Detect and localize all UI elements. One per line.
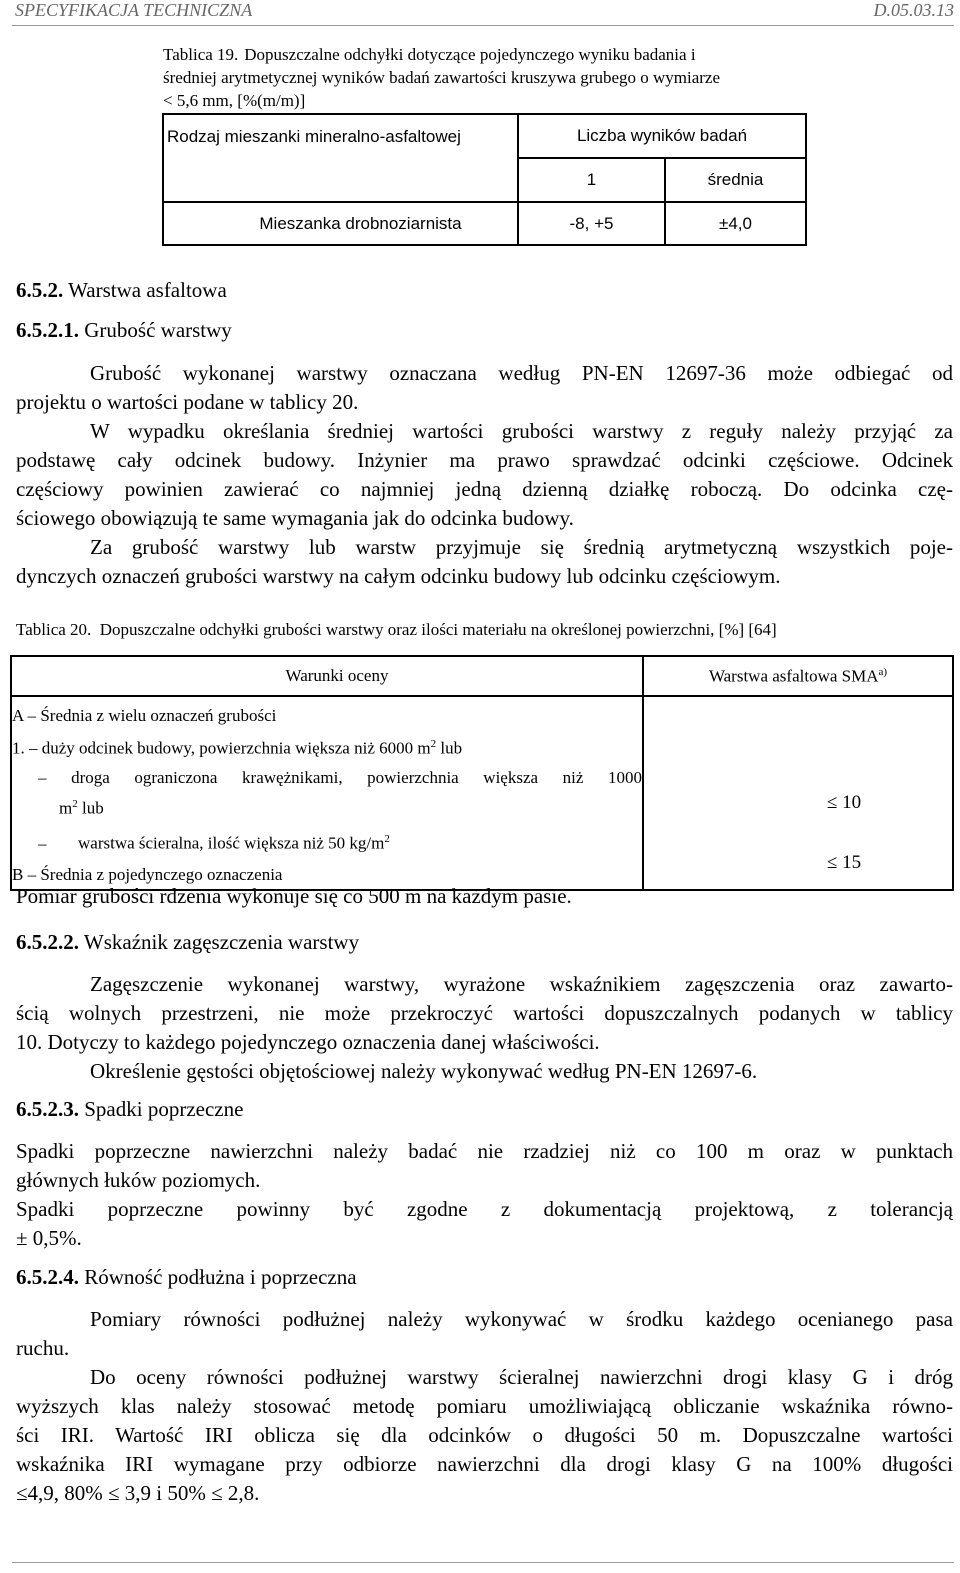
- text-line: dynczych oznaczeń grubości warstwy na całym odcinku budowy lub odcinku częściowym.: [16, 564, 781, 588]
- section-6-5-2-4-heading: [16, 1265, 357, 1290]
- section-number: 6.5.2.: [16, 278, 64, 302]
- text-line: Spadki poprzeczne nawierzchni należy badać nie rzadziej niż co 100 m oraz w punktach: [16, 1139, 953, 1163]
- text-line: ruchu.: [16, 1336, 70, 1360]
- section-number: 6.5.2.3.: [16, 1097, 79, 1121]
- table20-values-cell: [643, 696, 953, 890]
- value-b: ≤ 15: [827, 852, 862, 873]
- condition-a: A – Średnia z wielu oznaczeń grubości: [12, 706, 277, 725]
- section-title: Grubość warstwy: [84, 318, 232, 342]
- section-title: Warstwa asfaltowa: [68, 278, 227, 302]
- value-a: ≤ 10: [827, 792, 862, 813]
- table19-caption-line2: średniej arytmetycznej wyników badań zawartości kruszywa grubego o wymiarze: [163, 68, 721, 87]
- superscript: 2: [384, 833, 390, 846]
- table20: [10, 655, 954, 891]
- text-line: projektu o wartości podane w tablicy 20.: [16, 390, 359, 414]
- table20-header-conditions: Warunki oceny: [11, 656, 643, 696]
- section-title: Równość podłużna i poprzeczna: [84, 1265, 357, 1289]
- text-line: Do oceny równości podłużnej warstwy ścieralnej nawierzchni drogi klasy G i dróg: [90, 1365, 953, 1389]
- text-line: 10. Dotyczy to każdego pojedynczego oznaczenia danej właściwości.: [16, 1030, 600, 1054]
- table19-header-count: Liczba wyników badań: [518, 114, 806, 158]
- condition-b: B – Średnia z pojedynczego oznaczenia: [12, 864, 283, 884]
- text-line: Grubość wykonanej warstwy oznaczana według PN-EN 12697-36 może odbiegać od: [90, 361, 953, 385]
- section-number: 6.5.2.4.: [16, 1265, 79, 1289]
- condition-a3: [12, 825, 642, 858]
- section-6-5-2-heading: [16, 278, 227, 303]
- header-divider: [12, 25, 954, 26]
- table19-caption: [163, 43, 811, 112]
- thickness-paragraphs: [16, 359, 953, 591]
- section-6-5-2-3-heading: [16, 1097, 243, 1122]
- text-line: głównych łuków poziomych.: [16, 1168, 261, 1192]
- table19-label: Tablica 19.: [163, 45, 239, 64]
- condition-text: m: [59, 798, 73, 818]
- table19-header-type: Rodzaj mieszanki mineralno-asfaltowej: [163, 114, 518, 202]
- section-title: Spadki poprzeczne: [84, 1097, 244, 1121]
- section-number: 6.5.2.1.: [16, 318, 79, 342]
- header-spec-title: SPECYFIKACJA TECHNICZNA: [15, 0, 253, 20]
- core-note: Pomiar grubości rdzenia wykonuje się co 500 m na każdym pasie.: [16, 884, 572, 908]
- text-line: ściowego obowiązują te same wymagania jak do odcinka budowy.: [16, 506, 574, 530]
- text-line: Spadki poprzeczne powinny być zgodne z dokumentacją projektową, z tolerancją: [16, 1197, 953, 1221]
- text-line: Pomiary równości podłużnej należy wykonywać w środku każdego ocenianego pasa: [90, 1307, 953, 1331]
- evenness-paragraphs: [16, 1305, 953, 1508]
- text-line: wskaźnika IRI wymagane przy odbiorze nawierzchni dla drogi klasy G na 100% długości: [16, 1452, 953, 1476]
- section-6-5-2-2-heading: [16, 930, 359, 955]
- condition-text: droga ograniczona krawężnikami, powierzchnia większa niż 1000: [71, 767, 643, 787]
- condition-text: lub: [77, 798, 104, 818]
- compaction-paragraphs: [16, 970, 953, 1086]
- section-title: Wskaźnik zagęszczenia warstwy: [83, 930, 360, 954]
- condition-a2: [12, 765, 642, 822]
- text-line: Za grubość warstwy lub warstw przyjmuje się średnią arytmetyczną wszystkich poje-: [90, 535, 953, 559]
- table19-cell-one: -8, +5: [518, 202, 665, 245]
- text-line: W wypadku określania średniej wartości grubości warstwy z reguły należy przyjąć za: [90, 419, 953, 443]
- text-line: podstawę cały odcinek budowy. Inżynier ma prawo sprawdzać odcinki częściowe. Odcinek: [16, 448, 953, 472]
- condition-text: 1. – duży odcinek budowy, powierzchnia większa niż 6000 m: [12, 738, 431, 758]
- table19-caption-line1: Dopuszczalne odchyłki dotyczące pojedynczego wyniku badania i: [244, 45, 696, 64]
- condition-text: lub: [436, 738, 463, 758]
- text-line: ści IRI. Wartość IRI oblicza się dla odcinków o długości 50 m. Dopuszczalne wartości: [16, 1423, 953, 1447]
- table20-label: Tablica 20.: [16, 620, 92, 639]
- text-line: ≤4,9, 80% ≤ 3,9 i 50% ≤ 2,8.: [16, 1481, 260, 1505]
- footer-divider: [12, 1562, 954, 1563]
- superscript: 2: [72, 797, 78, 810]
- text-line: ścią wolnych przestrzeni, nie może przekroczyć wartości dopuszczalnych podanych w tablicy: [16, 1001, 953, 1025]
- text-line: ± 0,5%.: [16, 1226, 82, 1250]
- table19-cell-type: Mieszanka drobnoziarnista: [163, 202, 518, 245]
- table20-caption-text: Dopuszczalne odchyłki grubości warstwy oraz ilości materiału na określonej powierzchni, [%] [64]: [99, 620, 777, 639]
- condition-a1: [12, 730, 642, 763]
- text-line: wyższych klas należy stosować metodę pomiaru umożliwiającą obliczanie wskaźnika równo-: [16, 1394, 953, 1418]
- dash: –: [38, 767, 47, 787]
- table19: [162, 113, 807, 246]
- slopes-paragraphs: [16, 1137, 953, 1253]
- table20-conditions-cell: [11, 696, 643, 890]
- text-line: Zagęszczenie wykonanej warstwy, wyrażone wskaźnikiem zagęszczenia oraz zawarto-: [90, 972, 953, 996]
- text-line: Określenie gęstości objętościowej należy wykonywać według PN-EN 12697-6.: [90, 1059, 758, 1083]
- condition-text: warstwa ścieralna, ilość większa niż 50 kg/m: [78, 833, 385, 853]
- table20-caption: [16, 620, 777, 640]
- table19-header-avg: średnia: [665, 158, 806, 202]
- text-line: częściowy powinien zawierać co najmniej jedną dzienną działkę roboczą. Do odcinka czę-: [16, 477, 953, 501]
- table19-header-one: 1: [518, 158, 665, 202]
- superscript: 2: [430, 738, 437, 750]
- table19-caption-line3: < 5,6 mm, [%(m/m)]: [163, 91, 306, 110]
- table19-cell-avg: ±4,0: [665, 202, 806, 245]
- footnote-marker: a): [878, 665, 888, 678]
- dash: –: [38, 833, 47, 853]
- header-doc-code: D.05.03.13: [873, 0, 954, 20]
- table20-header-sma: [643, 656, 953, 696]
- section-number: 6.5.2.2.: [16, 930, 79, 954]
- table20-header-sma-text: Warstwa asfaltowa SMA: [708, 666, 879, 686]
- section-6-5-2-1-heading: [16, 318, 232, 343]
